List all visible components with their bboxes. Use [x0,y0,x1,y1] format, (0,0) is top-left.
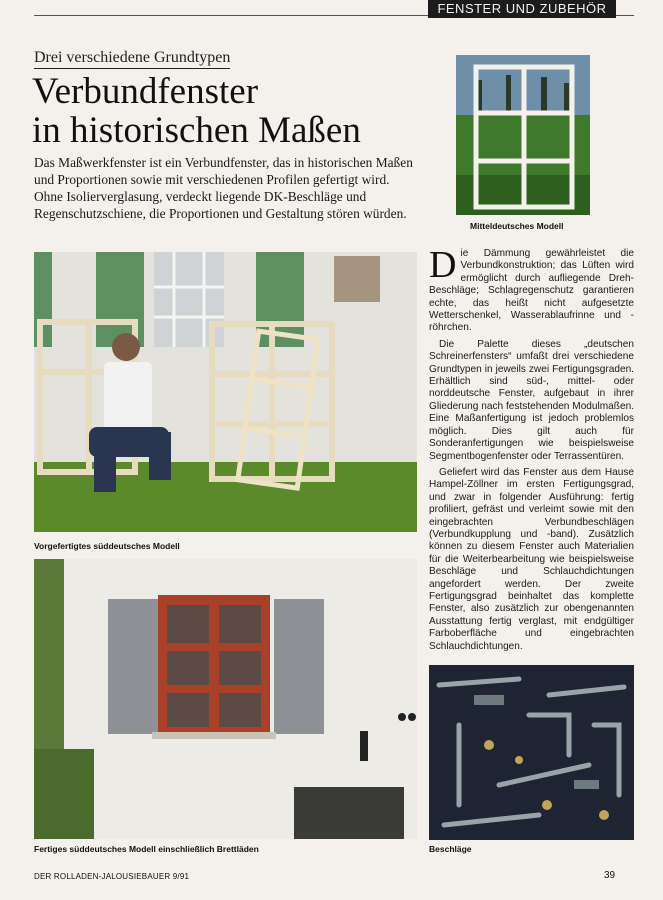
headline [32,72,442,150]
body-paragraph-1 [429,244,634,335]
drop-cap: D [429,244,457,286]
caption-mitteldeutsches-modell: Mitteldeutsches Modell [470,221,564,231]
body-text-column [429,244,634,657]
kicker: Drei verschiedene Grundtypen [34,49,230,69]
footer-publication: DER ROLLADEN-JALOUSIEBAUER 9/91 [34,872,190,881]
body-paragraph-2: Die Palette dieses „deutschen Schreinerfensters“ umfaßt drei verschiedene Grundtypen in jeweils zwei Fertigungsgraden. Erhältlich sind süd-, mittel- oder norddeutsche Fenster, aufgebaut in ihrer Gliederung nach feststehenden Modulmaßen. Eine Maßanfertigung ist jedoch problemlos möglich. Dies gilt auch für Sonderanfertigungen wie beispielsweise Segmentbogenfenster oder Terrassentüren. [429,338,634,462]
photo-mitteldeutsches-modell [456,55,590,215]
headline-line-1: Verbundfenster [32,71,259,112]
lead-paragraph: Das Maßwerkfenster ist ein Verbundfenster, das in historischen Maßen und Proportionen sowie mit verschiedenen Profilen gefertigt wird. Ohne Isolierverglasung, verdeckt liegende DK-Beschläge und Regenschutzschiene, die Proportionen und Gestaltung stören würden. [34,155,413,221]
body-paragraph-1-text: ie Dämmung gewährleistet die Verbundkonstruktion; das Lüften wird ermöglicht durch aufliegende Dreh-Beschläge; Schlagregenschutz garantieren echte, das heißt nicht aufgesetzte Wetterschenkel, Wasserablaufrinne und -röhrchen. [429,248,634,334]
photo-vorgefertigtes-modell [34,252,417,532]
photo-beschlaege [429,665,634,840]
body-paragraph-3: Geliefert wird das Fenster aus dem Hause Hampel-Zöllner im ersten Fertigungsgrad, und zwar in folgender Ausführung: fertig profiliert, gefräst und verleimt sowie mit den eingebrachten Verbundbeschlägen (Verbundkupplung und -band). Zusätzlich können zu diesem Fenster auch Materialien für die Weiterbearbeitung wie beispielsweise Beschläge und Schlauchdichtungen angefordert werden. Der zweite Fertigungsgrad beinhaltet das komplette Fenster, also zusätzlich zur obengenannten Ausstattung fertig verglast, mit endgültiger Farboberfläche und eingebrachten Schlauchdichtungen. [429,466,634,652]
photo-fertiges-modell [34,559,417,839]
caption-vorgefertigtes-modell: Vorgefertigtes süddeutsches Modell [34,541,180,551]
caption-beschlaege: Beschläge [429,844,472,854]
caption-fertiges-modell: Fertiges süddeutsches Modell einschließlich Brettläden [34,844,259,854]
page-number: 39 [604,870,616,881]
headline-line-2: in historischen Maßen [32,110,361,151]
section-tag: FENSTER UND ZUBEHÖR [428,0,616,18]
